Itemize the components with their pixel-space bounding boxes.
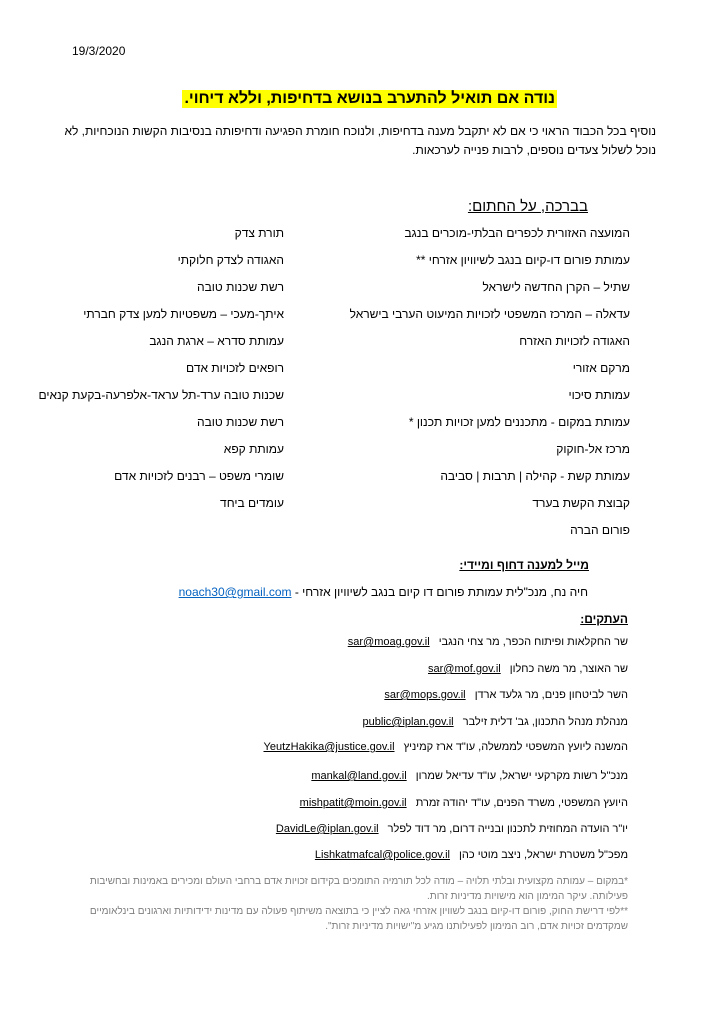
- signatory: עמותת סדרא – ארגת הנגב: [149, 334, 284, 348]
- signatory: פורום הברה: [570, 523, 630, 537]
- cc-heading: העתקים:: [580, 612, 628, 626]
- cc-row: [264, 741, 629, 753]
- signatory: איתך-מעכי – משפטיות למען צדק חברתי: [83, 307, 284, 321]
- cc-name: המשנה ליועץ המשפטי לממשלה, עו"ד ארז קמיניץ: [403, 741, 628, 753]
- document-date: 19/3/2020: [72, 44, 126, 58]
- signatory: עמותת סיכוי: [568, 388, 630, 402]
- cc-row: [276, 823, 628, 835]
- contact-line: [179, 585, 588, 599]
- cc-name: השר לביטחון פנים, מר גלעד ארדן: [474, 689, 628, 701]
- cc-row: [348, 636, 628, 648]
- footnote: *במקום – עמותה מקצועית ובלתי תלויה – מודה לכל תורמיה התומכים בקידום זכויות אדם ברחבי העולם ומכירים באמינות ובחשיבות פעילותה. עיקר המימון הוא מישויות מדיניות זרות.: [89, 876, 628, 902]
- signatory: שומרי משפט – רבנים לזכויות אדם: [114, 469, 284, 483]
- signatory: האגודה לזכויות האזרח: [519, 334, 630, 348]
- cc-list: [68, 636, 628, 866]
- cc-row: [384, 689, 628, 701]
- signatory: רופאים לזכויות אדם: [186, 361, 284, 375]
- signatory: שתיל – הקרן החדשה לישראל: [482, 280, 630, 294]
- footnotes: [70, 874, 628, 934]
- cc-email-link[interactable]: YeutzHakika@justice.gov.il: [263, 741, 395, 753]
- cc-row: [363, 716, 628, 728]
- signatory: עמותת קפא: [223, 442, 284, 456]
- cc-name: שר החקלאות ופיתוח הכפר, מר צחי הנגבי: [438, 636, 628, 648]
- cc-email-link[interactable]: DavidLe@iplan.gov.il: [275, 823, 379, 835]
- cc-name: היועץ המשפטי, משרד הפנים, עו"ד יהודה זמרת: [415, 797, 628, 809]
- cc-row: [300, 797, 628, 809]
- cc-name: מנהלת מנהל התכנון, גב' דלית זילבר: [462, 716, 628, 728]
- signatories-right-column: [330, 226, 630, 546]
- intro-paragraph: נוסיף בכל הכבוד הראוי כי אם לא יתקבל מענה בדחיפות, ולנוכח חומרת הפגיעה ודחיפותה בנסיבות הקשות הנוכחיות, לא נוכל לשלול צעדים נוספים, לרבות פנייה לערכאות.: [64, 124, 656, 157]
- cc-row: [428, 663, 628, 675]
- cc-name: מפכ"ל משטרת ישראל, ניצב מוטי כהן: [459, 849, 628, 861]
- cc-email-link[interactable]: public@iplan.gov.il: [362, 716, 454, 728]
- cc-email-link[interactable]: mankal@land.gov.il: [311, 770, 407, 782]
- footnote: **לפי דרישת החוק, פורום דו-קיום בנגב לשוויון אזרחי גאה לציין כי בתוצאה משיתוף פעולה עם מדינות ידידותיות וארגונים בינלאומיים שמקדמים זכויות אדם, רוב המימון לפעילותנו מגיע מ"ישויות מדיניות זרות".: [89, 906, 628, 932]
- signatory: מרקם אזורי: [572, 361, 630, 375]
- signatory: קבוצת הקשת בערד: [532, 496, 630, 510]
- signatory: רשת שכנות טובה: [197, 280, 284, 294]
- cc-email-link[interactable]: sar@moag.gov.il: [347, 636, 430, 648]
- signatory: עמותת קשת - קהילה | תרבות | סביבה: [440, 469, 630, 483]
- cc-email-link[interactable]: sar@mof.gov.il: [428, 663, 501, 675]
- cc-name: מנכ"ל רשות מקרקעי ישראל, עו"ד עדיאל שמרון: [415, 770, 628, 782]
- headline: נודה אם תואיל להתערב בנושא בדחיפות, וללא דיחוי.: [184, 90, 555, 107]
- contact-text: חיה נח, מנכ"לית עמותת פורום דו קיום בנגב לשיוויון אזרחי -: [294, 585, 588, 599]
- signatory: המועצה האזורית לכפרים הבלתי-מוכרים בנגב: [404, 226, 630, 240]
- cc-row: [315, 849, 628, 861]
- cc-email-link[interactable]: mishpatit@moin.gov.il: [299, 797, 407, 809]
- contact-email-link[interactable]: noach30@gmail.com: [178, 585, 292, 599]
- signatory: עמותת במקום - מתכננים למען זכויות תכנון *: [408, 415, 630, 429]
- signatory: תורת צדק: [234, 226, 284, 240]
- signatory: שכנות טובה ערד-תל עראד-אלפרעה-בקעת קנאים: [38, 388, 284, 402]
- cc-email-link[interactable]: sar@mops.gov.il: [384, 689, 466, 701]
- signatories-heading: בברכה, על החתום:: [467, 198, 588, 215]
- signatory: עומדים ביחד: [220, 496, 284, 510]
- signatory: האגודה לצדק חלוקתי: [177, 253, 284, 267]
- signatory: רשת שכנות טובה: [197, 415, 284, 429]
- cc-row: [311, 770, 628, 782]
- signatories-left-column: [0, 220, 284, 520]
- cc-email-link[interactable]: Lishkatmafcal@police.gov.il: [314, 849, 450, 861]
- cc-name: יו"ר הועדה המחוזית לתכנון ובנייה דרום, מר דוד לפלר: [387, 823, 628, 835]
- signatory: עדאלה – המרכז המשפטי לזכויות המיעוט הערבי בישראל: [349, 307, 630, 321]
- signatory: מרכז אל-חוקוק: [556, 442, 630, 456]
- urgent-contact-heading: מייל למענה דחוף ומיידי:: [459, 558, 589, 572]
- cc-name: שר האוצר, מר משה כחלון: [509, 663, 628, 675]
- signatory: עמותת פורום דו-קיום בנגב לשיוויון אזרחי **: [416, 253, 630, 267]
